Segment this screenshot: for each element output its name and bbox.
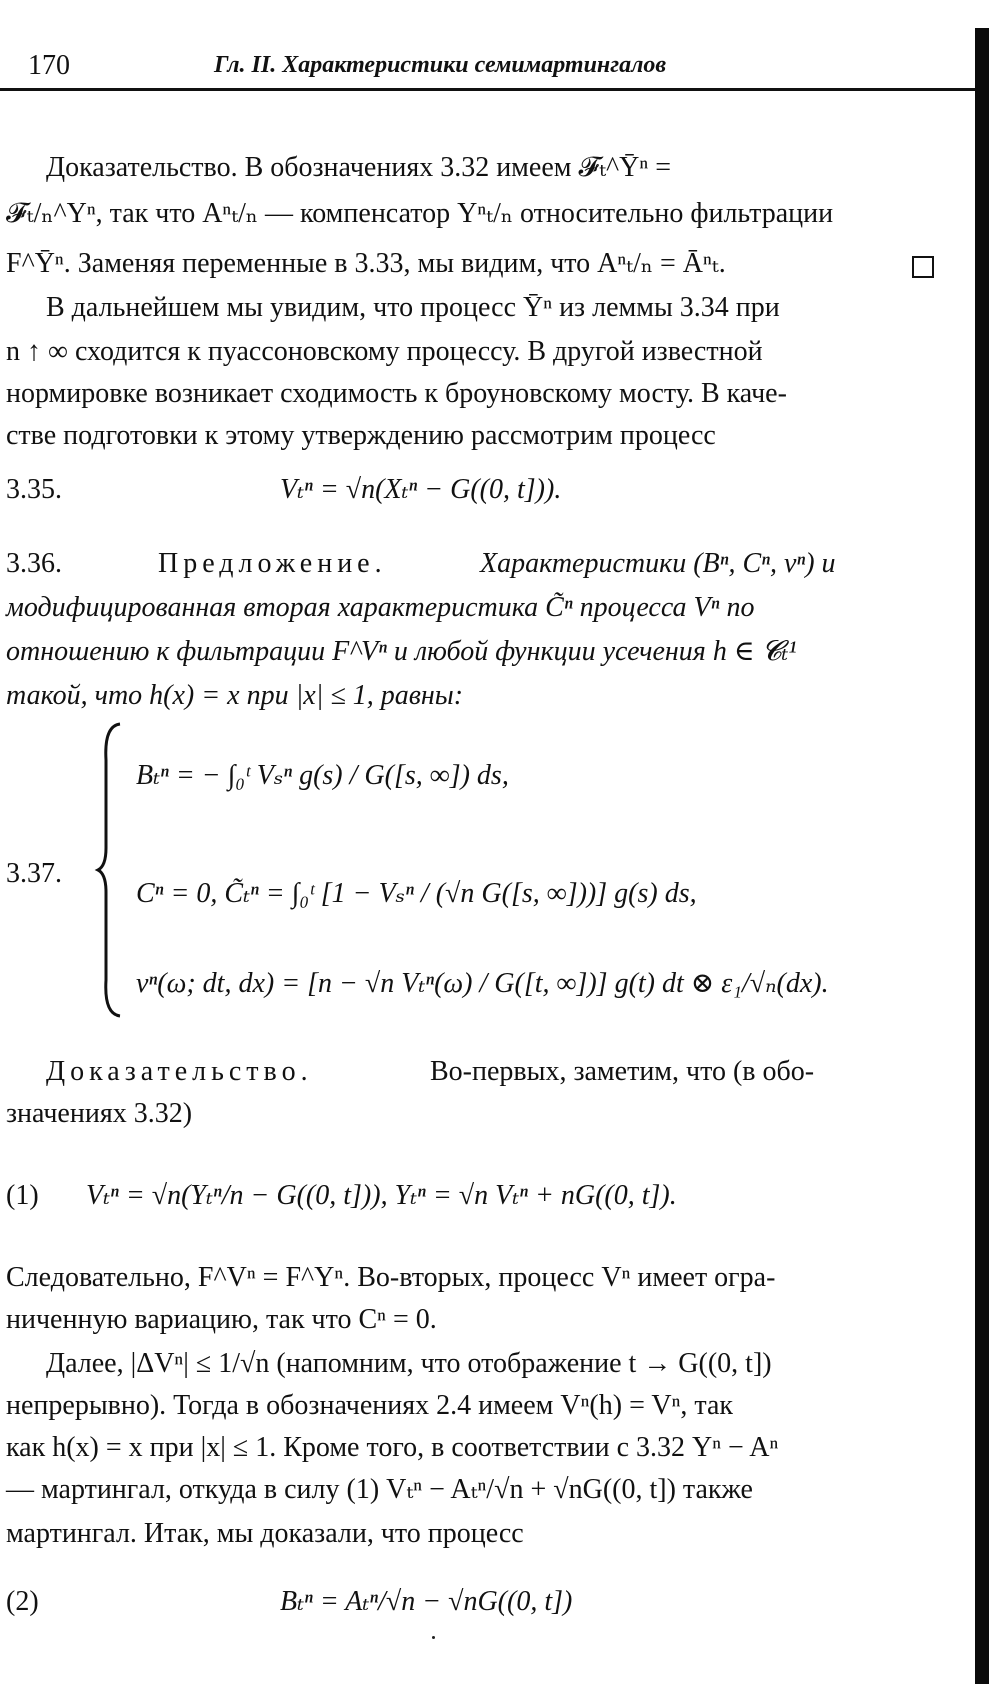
equation-number: (1) — [6, 1180, 39, 1211]
text-line: нормировке возникает сходимость к броуновскому мосту. В каче- — [6, 378, 787, 409]
equation: Bₜⁿ = Aₜⁿ/√n − √nG((0, t]) — [280, 1586, 573, 1617]
equation-number: (2) — [6, 1586, 39, 1617]
proposition-heading: Предложение. — [158, 548, 387, 579]
text-line: отношению к фильтрации F^Vⁿ и любой функции усечения h ∈ 𝓒ₜ¹ — [6, 636, 797, 667]
text-line: 𝓕ₜ/ₙ^Yⁿ, так что Aⁿₜ/ₙ — компенсатор Yⁿₜ/ₙ относительно фильтрации — [6, 198, 834, 229]
equation: νⁿ(ω; dt, dx) = [n − √n Vₜⁿ(ω) / G([t, ∞])] g(t) dt ⊗ ε₁/√ₙ(dx). — [136, 968, 829, 999]
text-line: — мартингал, откуда в силу (1) Vₜⁿ − Aₜⁿ/√n + √nG((0, t]) также — [6, 1474, 753, 1505]
equation: Bₜⁿ = − ∫₀ᵗ Vₛⁿ g(s) / G([s, ∞]) ds, — [136, 760, 509, 791]
text-line: ниченную вариацию, так что Cⁿ = 0. — [6, 1304, 437, 1335]
text-line: как h(x) = x при |x| ≤ 1. Кроме того, в соответствии с 3.32 Yⁿ − Aⁿ — [6, 1432, 779, 1463]
page-number: 170 — [28, 50, 70, 81]
text-line: мартингал. Итак, мы доказали, что процесс — [6, 1518, 524, 1549]
equation-number: 3.35. — [6, 474, 62, 505]
text-line: Характеристики (Bⁿ, Cⁿ, νⁿ) и — [480, 548, 836, 579]
proof-heading: Доказательство. — [46, 1056, 313, 1087]
qed-square — [912, 256, 934, 278]
text-line: Следовательно, F^Vⁿ = F^Yⁿ. Во-вторых, процесс Vⁿ имеет огра- — [6, 1262, 776, 1293]
text-line: Доказательство. В обозначениях 3.32 имеем 𝓕ₜ^Ȳⁿ = — [46, 152, 672, 183]
text-line: Во-первых, заметим, что (в обо- — [430, 1056, 815, 1087]
proposition-number: 3.36. — [6, 548, 62, 579]
equation: Cⁿ = 0, C̃ₜⁿ = ∫₀ᵗ [1 − Vₛⁿ / (√n G([s, ∞]))] g(s) ds, — [136, 878, 697, 909]
text-line: стве подготовки к этому утверждению рассмотрим процесс — [6, 420, 716, 451]
running-title: Гл. II. Характеристики семимартингалов — [214, 52, 667, 78]
text-line: значениях 3.32) — [6, 1098, 193, 1129]
text-line: такой, что h(x) = x при |x| ≤ 1, равны: — [6, 680, 464, 711]
text-line: модифицированная вторая характеристика C̃ⁿ процесса Vⁿ по — [6, 592, 755, 623]
text-line: непрерывно). Тогда в обозначениях 2.4 имеем Vⁿ(h) = Vⁿ, так — [6, 1390, 734, 1421]
equation-number: 3.37. — [6, 858, 62, 889]
page-edge-shadow — [975, 28, 989, 1684]
speck — [432, 1636, 435, 1639]
header-rule — [0, 88, 975, 91]
left-brace — [94, 720, 124, 1020]
equation: Vₜⁿ = √n(Yₜⁿ/n − G((0, t])), Yₜⁿ = √n Vₜⁿ + nG((0, t]). — [86, 1180, 677, 1211]
text-line: В дальнейшем мы увидим, что процесс Ȳⁿ из леммы 3.34 при — [46, 292, 780, 323]
text-line: F^Ȳⁿ. Заменяя переменные в 3.33, мы видим, что Aⁿₜ/ₙ = Āⁿₜ. — [6, 248, 726, 279]
text-line: Далее, |ΔVⁿ| ≤ 1/√n (напомним, что отображение t → G((0, t]) — [46, 1348, 772, 1379]
equation: Vₜⁿ = √n(Xₜⁿ − G((0, t])). — [280, 474, 562, 505]
text-line: n ↑ ∞ сходится к пуассоновскому процессу. В другой известной — [6, 336, 763, 367]
